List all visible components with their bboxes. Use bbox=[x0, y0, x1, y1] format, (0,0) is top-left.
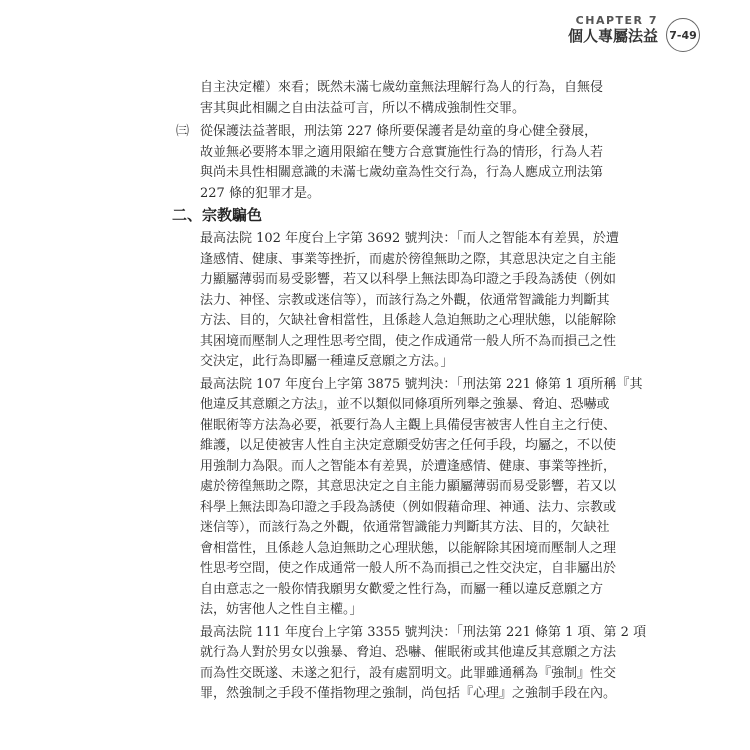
text-line: 他違反其意願之方法』，並不以類似同條項所列舉之強暴、脅迫、恐嚇或 bbox=[200, 397, 610, 412]
text-line: 與尚未具性相關意識的未滿七歲幼童為性交行為，行為人應成立刑法第 bbox=[200, 165, 604, 180]
text-line: 從保護法益著眼，刑法第 227 條所要保護者是幼童的身心健全發展， bbox=[200, 124, 598, 139]
text-line: 227 條的犯罪才是。 bbox=[200, 186, 320, 201]
text-line: 故並無必要將本罪之適用限縮在雙方合意實施性行為的情形，行為人若 bbox=[200, 145, 604, 160]
text-line: 科學上無法即為印證之手段為誘使（例如假藉命理、神通、法力、宗教或 bbox=[200, 500, 617, 515]
text-line: 最高法院 111 年度台上字第 3355 號判決：「刑法第 221 條第 1 項、第 2 項 bbox=[200, 625, 647, 640]
text-line: 最高法院 102 年度台上字第 3692 號判決：「而人之智能本有差異，於遭 bbox=[200, 231, 619, 246]
text-line: 催眠術等方法為必要，祇要行為人主觀上具備侵害被害人性自主之行使、 bbox=[200, 418, 617, 433]
chapter-title: 個人專屬法益 bbox=[567, 27, 658, 45]
chapter-label: CHAPTER 7 bbox=[575, 14, 658, 27]
text-line: 交決定，此行為即屬一種違反意願之方法。」 bbox=[200, 354, 454, 369]
text-line: 方法、目的，欠缺社會相當性，且係趁人急迫無助之心理狀態，以能解除 bbox=[200, 313, 617, 328]
text-line: 逢感情、健康、事業等挫折，而處於徬徨無助之際，其意思決定之自主能 bbox=[200, 252, 617, 267]
text-line: 性思考空間，使之作成通常一般人所不為而損己之性交決定，自非屬出於 bbox=[200, 561, 617, 576]
text-line: 法，妨害他人之性自主權。」 bbox=[200, 602, 363, 617]
text-line: 最高法院 107 年度台上字第 3875 號判決：「刑法第 221 條第 1 項所稱『其 bbox=[200, 377, 643, 392]
text-line: 其困境而壓制人之理性思考空間，使之作成通常一般人所不為而損己之性 bbox=[200, 334, 617, 349]
text-line: 而為性交既遂、未遂之犯行，設有處罰明文。此罪雖通稱為『強制』性交 bbox=[200, 666, 617, 681]
text-line: 自由意志之一般你情我願男女歡愛之性行為，而屬一種以違反意願之方 bbox=[200, 582, 604, 597]
text-line: 力顯屬薄弱而易受影響，若又以科學上無法即為印證之手段為誘使（例如 bbox=[200, 272, 617, 287]
text-line: 法力、神怪、宗教或迷信等），而該行為之外觀，依通常智識能力判斷其 bbox=[200, 293, 610, 308]
text-line: 罪，然強制之手段不僅指物理之強制，尚包括『心理』之強制手段在內。 bbox=[200, 686, 617, 701]
text-line: 自主決定權）來看；既然未滿七歲幼童無法理解行為人的行為，自無侵 bbox=[200, 80, 604, 95]
text-line: 害其與此相關之自由法益可言，所以不構成強制性交罪。 bbox=[200, 101, 526, 116]
page-number-badge: 7-49 bbox=[666, 18, 700, 52]
section-heading: 二、宗教騙色 bbox=[172, 206, 263, 224]
running-header bbox=[568, 14, 658, 46]
text-line: 迷信等），而該行為之外觀，依通常智識能力判斷其方法、目的，欠缺社 bbox=[200, 520, 610, 535]
text-line: 就行為人對於男女以強暴、脅迫、恐嚇、催眠術或其他違反其意願之方法 bbox=[200, 645, 617, 660]
text-line: 處於徬徨無助之際，其意思決定之自主能力顯屬薄弱而易受影響，若又以 bbox=[200, 479, 617, 494]
text-line: 維護，以足使被害人性自主決定意願受妨害之任何手段，均屬之，不以使 bbox=[200, 438, 617, 453]
text-line: 用強制力為限。而人之智能本有差異，於遭逢感情、健康、事業等挫折， bbox=[200, 459, 617, 474]
item-marker: ㈢ bbox=[176, 124, 190, 139]
text-line: 會相當性，且係趁人急迫無助之心理狀態，以能解除其困境而壓制人之理 bbox=[200, 541, 617, 556]
